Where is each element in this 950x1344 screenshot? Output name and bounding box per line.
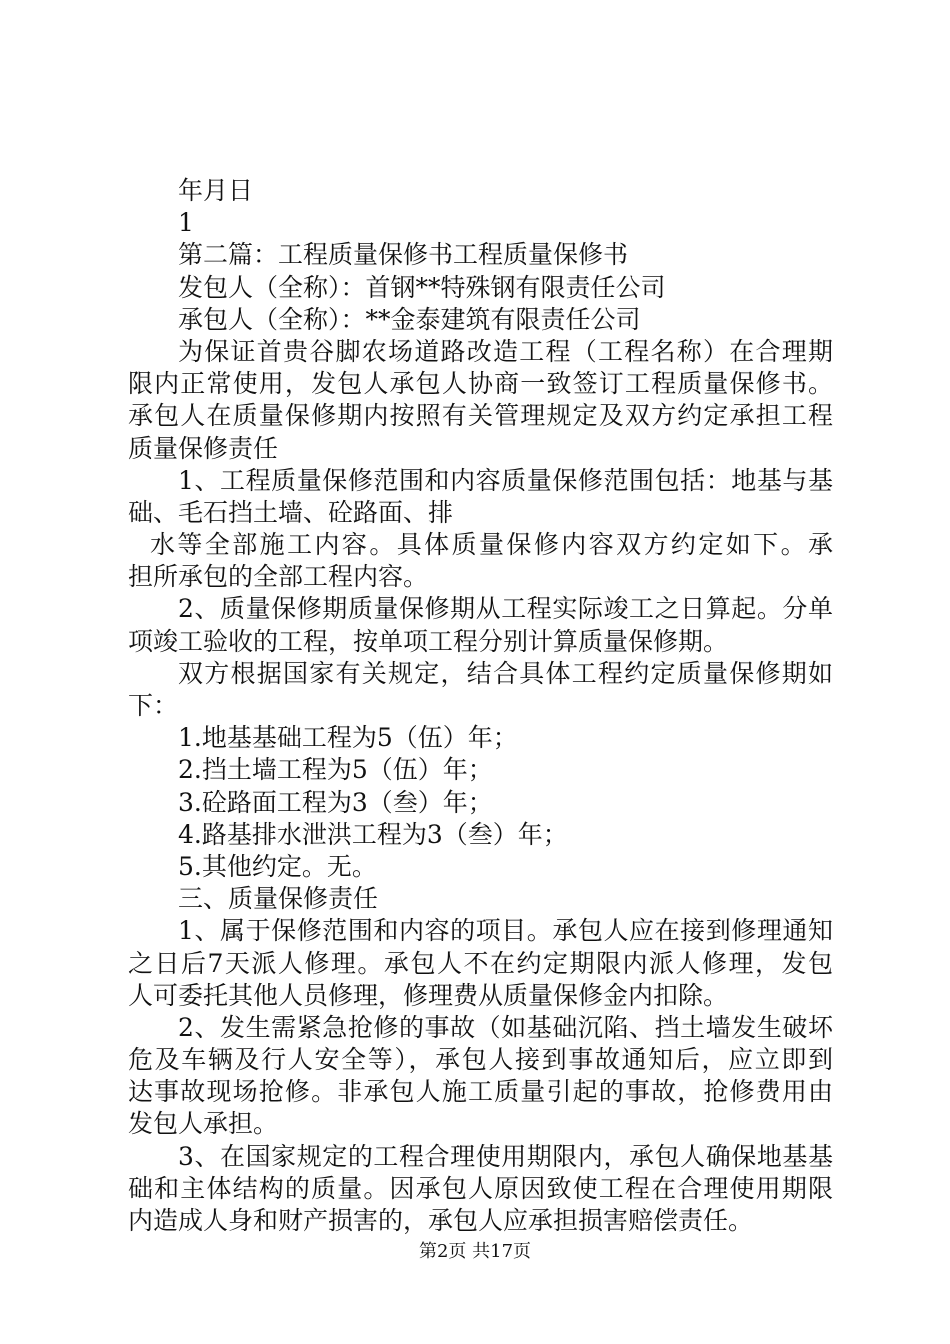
text-line: 2、质量保修期质量保修期从工程实际竣工之日算起。分单 — [178, 594, 833, 624]
page-number-label: 第2页 共17页 — [418, 1241, 532, 1262]
text-line: 发包人承担。 — [128, 1109, 279, 1139]
text-line: 5.其他约定。无。 — [178, 851, 377, 881]
text-line: 3.砼路面工程为3（叁）年； — [178, 787, 493, 817]
text-line: 内造成人身和财产损害的，承包人应承担损害赔偿责任。 — [128, 1206, 754, 1235]
text-line: 危及车辆及行人安全等），承包人接到事故通知后，应立即到 — [128, 1045, 833, 1075]
text-line: 达事故现场抢修。非承包人施工质量引起的事故，抢修费用由 — [128, 1077, 833, 1107]
text-line: 础、毛石挡土墙、砼路面、排 — [128, 497, 454, 527]
document-body — [128, 175, 833, 1237]
text-line: 1.地基基础工程为5（伍）年； — [178, 723, 518, 753]
text-line: 1、工程质量保修范围和内容质量保修范围包括：地基与基 — [178, 465, 833, 495]
text-line: 承包人在质量保修期内按照有关管理规定及双方约定承担工程 — [128, 401, 833, 431]
text-line: 双方根据国家有关规定，结合具体工程约定质量保修期如 — [178, 658, 833, 688]
text-line: 发包人（全称）：首钢**特殊钢有限责任公司 — [178, 272, 666, 302]
text-line: 年月日 — [178, 176, 254, 205]
text-line: 第二篇：工程质量保修书工程质量保修书 — [178, 240, 629, 270]
text-line: 3、在国家规定的工程合理使用期限内，承包人确保地基基 — [178, 1141, 833, 1171]
text-line: 为保证首贵谷脚农场道路改造工程（工程名称）在合理期 — [178, 336, 833, 366]
text-line: 1 — [178, 208, 194, 238]
page-footer — [0, 1240, 950, 1264]
text-line: 2.挡土墙工程为5（伍）年； — [178, 755, 493, 785]
text-line: 1、属于保修范围和内容的项目。承包人应在接到修理通知 — [178, 916, 833, 946]
text-line: 承包人（全称）：**金泰建筑有限责任公司 — [178, 304, 641, 334]
text-line: 础和主体结构的质量。因承包人原因致使工程在合理使用期限 — [128, 1173, 833, 1203]
text-line: 之日后7天派人修理。承包人不在约定期限内派人修理，发包 — [128, 948, 833, 978]
text-line: 4.路基排水泄洪工程为3（叁）年； — [178, 819, 568, 849]
text-line: 人可委托其他人员修理，修理费从质量保修金内扣除。 — [128, 980, 729, 1010]
text-line: 限内正常使用，发包人承包人协商一致签订工程质量保修书。 — [128, 369, 833, 399]
text-line: 2、发生需紧急抢修的事故（如基础沉陷、挡土墙发生破坏 — [178, 1012, 833, 1042]
text-line: 下： — [128, 691, 179, 720]
text-line: 担所承包的全部工程内容。 — [128, 562, 429, 592]
text-line: 水等全部施工内容。具体质量保修内容双方约定如下。承 — [150, 530, 833, 560]
text-line: 三、质量保修责任 — [178, 884, 379, 914]
text-line: 项竣工验收的工程，按单项工程分别计算质量保修期。 — [128, 626, 729, 656]
text-line: 质量保修责任 — [128, 433, 279, 463]
